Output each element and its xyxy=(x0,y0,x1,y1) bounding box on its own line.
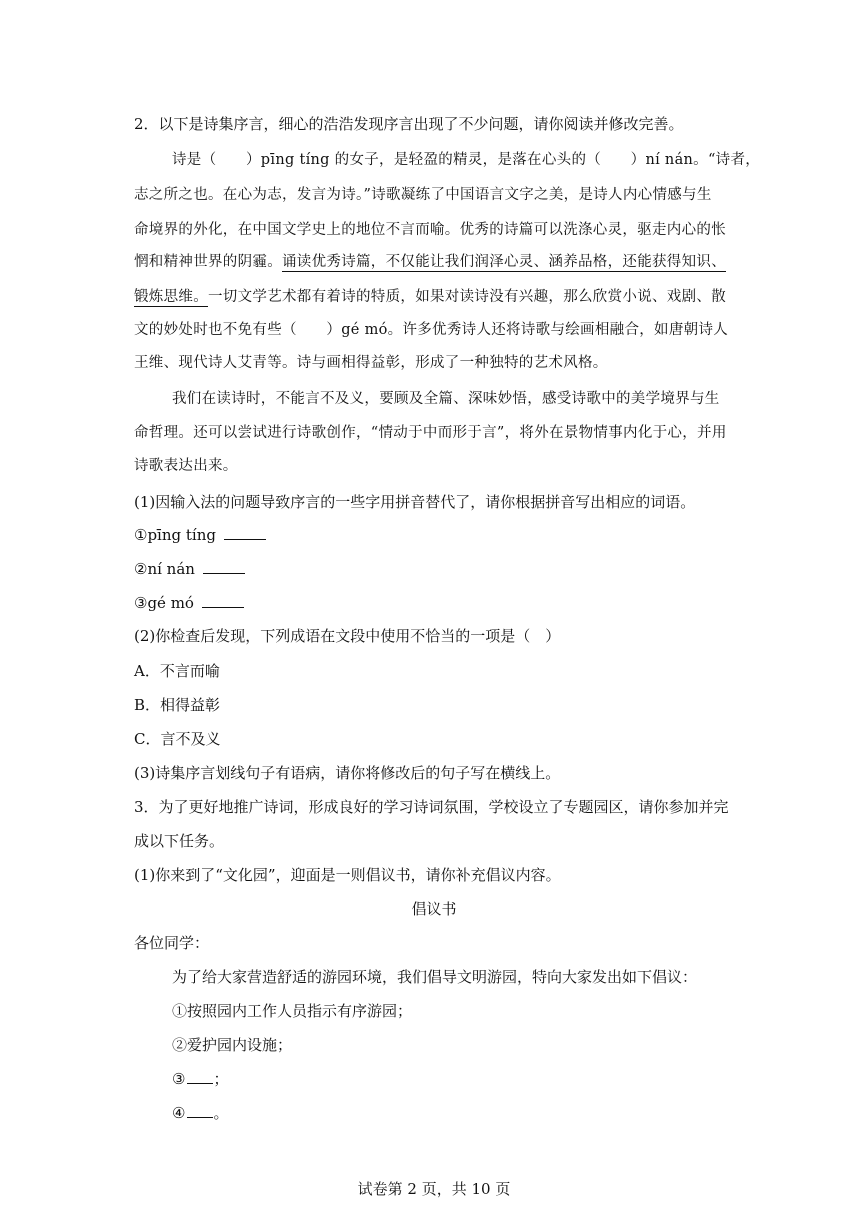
preface-line: 命境界的外化，在中国文学史上的地位不言而喻。优秀的诗篇可以洗涤心灵，驱走内心的怅 xyxy=(134,222,726,238)
sub-question-2: (2)你检查后发现，下列成语在文段中使用不恰当的一项是（ ） xyxy=(134,627,561,645)
preface-line: 诗是（ ）pīng tíng 的女子，是轻盈的精灵，是落在心头的（ ）ní nán。“诗者， xyxy=(172,152,761,168)
proposal-title: 倡议书 xyxy=(411,900,457,918)
preface-text: 一切文学艺术都有着诗的特质，如果对读诗没有兴趣，那么欣赏小说、戏剧、散 xyxy=(208,289,726,305)
pinyin-item xyxy=(134,559,245,579)
sub-question-1: (1)你来到了“文化园”，迎面是一则倡议书，请你补充倡议内容。 xyxy=(134,866,561,884)
sub-question-1: (1)因输入法的问题导致序言的一些字用拼音替代了，请你根据拼音写出相应的词语。 xyxy=(134,493,696,511)
underlined-sentence: 锻炼思维。 xyxy=(134,289,208,305)
preface-line xyxy=(134,287,726,307)
item-punctuation: 。 xyxy=(213,1104,229,1122)
answer-blank[interactable] xyxy=(203,559,245,574)
preface-line: 文的妙处时也不免有些（ ）gé mó。许多优秀诗人还将诗歌与绘画相融合，如唐朝诗人 xyxy=(134,322,729,338)
option-a[interactable]: A．不言而喻 xyxy=(134,662,220,680)
question-2-intro: 2．以下是诗集序言，细心的浩浩发现序言出现了不少问题，请你阅读并修改完善。 xyxy=(134,115,684,133)
proposal-greeting: 各位同学： xyxy=(134,934,210,952)
pinyin-item xyxy=(134,525,266,545)
proposal-body: 为了给大家营造舒适的游园环境，我们倡导文明游园，特向大家发出如下倡议： xyxy=(172,968,698,986)
preface-line: 诗歌表达出来。 xyxy=(134,458,238,474)
question-3-intro: 3．为了更好地推广诗词，形成良好的学习诗词氛围，学校设立了专题园区，请你参加并完 xyxy=(134,798,729,816)
answer-blank[interactable] xyxy=(187,1069,213,1084)
pinyin-label: ②ní nán xyxy=(134,560,195,578)
option-b[interactable]: B．相得益彰 xyxy=(134,696,221,714)
answer-blank[interactable] xyxy=(202,593,244,608)
question-3-intro: 成以下任务。 xyxy=(134,832,225,850)
underlined-sentence: 诵读优秀诗篇，不仅能让我们润泽心灵、涵养品格，还能获得知识、 xyxy=(282,254,726,270)
item-number: ④ xyxy=(172,1104,186,1122)
proposal-blank-item xyxy=(172,1103,228,1123)
preface-line xyxy=(134,252,726,272)
page-footer: 试卷第 2 页，共 10 页 xyxy=(357,1180,511,1198)
preface-line: 命哲理。还可以尝试进行诗歌创作，“情动于中而形于言”，将外在景物情事内化于心，并用 xyxy=(134,425,727,441)
preface-text: 惘和精神世界的阴霾。 xyxy=(134,254,282,270)
option-c[interactable]: C．言不及义 xyxy=(134,730,221,748)
preface-line: 王维、现代诗人艾青等。诗与画相得益彰，形成了一种独特的艺术风格。 xyxy=(134,355,608,371)
preface-line: 我们在读诗时，不能言不及义，要顾及全篇、深味妙悟，感受诗歌中的美学境界与生 xyxy=(172,391,720,407)
preface-line: 志之所之也。在心为志，发言为诗。”诗歌凝练了中国语言文字之美，是诗人内心情感与生 xyxy=(134,187,712,203)
sub-question-3: (3)诗集序言划线句子有语病，请你将修改后的句子写在横线上。 xyxy=(134,764,561,782)
item-punctuation: ； xyxy=(213,1070,229,1088)
pinyin-label: ③gé mó xyxy=(134,594,194,612)
proposal-item: ②爱护园内设施； xyxy=(172,1036,293,1054)
pinyin-label: ①pīng tíng xyxy=(134,526,216,544)
answer-blank[interactable] xyxy=(224,525,266,540)
pinyin-item xyxy=(134,593,244,613)
proposal-blank-item xyxy=(172,1069,228,1089)
proposal-item: ①按照园内工作人员指示有序游园； xyxy=(172,1002,413,1020)
answer-blank[interactable] xyxy=(187,1103,213,1118)
item-number: ③ xyxy=(172,1070,186,1088)
